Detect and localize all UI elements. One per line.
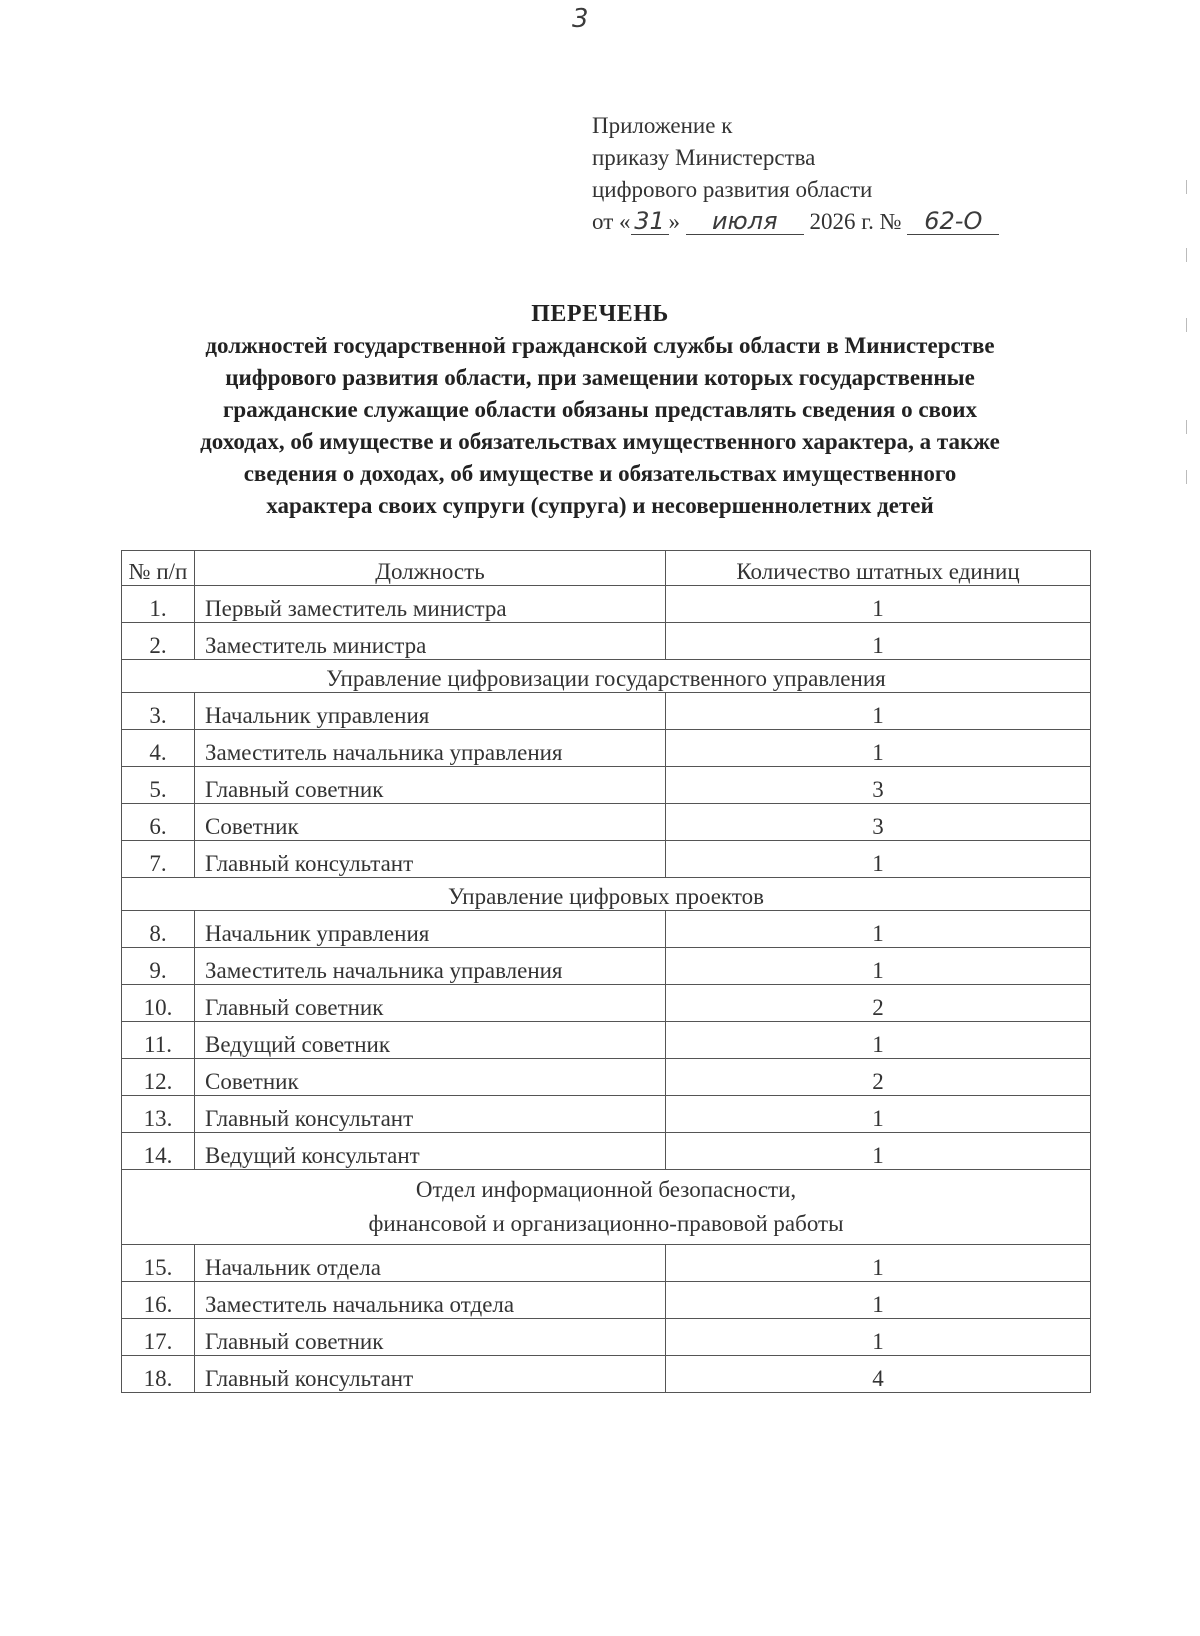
row-quantity: 1	[666, 586, 1091, 623]
row-num: 8.	[122, 911, 195, 948]
row-quantity: 3	[666, 767, 1091, 804]
row-position: Заместитель начальника отдела	[195, 1282, 666, 1319]
table-row	[122, 693, 1091, 730]
date-day: 31	[634, 207, 665, 235]
row-quantity: 4	[666, 1356, 1091, 1393]
row-position: Главный консультант	[195, 1096, 666, 1133]
date-prefix: от «	[592, 209, 631, 234]
title-line: доходах, об имуществе и обязательствах имущественного характера, а также	[200, 429, 1000, 454]
table-row	[122, 804, 1091, 841]
date-month: июля	[711, 207, 778, 235]
scan-margin-mark	[1186, 470, 1187, 484]
section-title-block	[122, 1170, 1091, 1245]
row-quantity: 1	[666, 693, 1091, 730]
row-position: Первый заместитель министра	[195, 586, 666, 623]
order-number: 62-О	[924, 207, 983, 235]
table-row	[122, 1022, 1091, 1059]
row-quantity: 1	[666, 1282, 1091, 1319]
section-row	[122, 878, 1091, 911]
row-quantity: 1	[666, 948, 1091, 985]
table-row	[122, 1059, 1091, 1096]
appendix-date-line	[592, 206, 999, 238]
row-position: Начальник управления	[195, 911, 666, 948]
row-num: 2.	[122, 623, 195, 660]
row-num: 5.	[122, 767, 195, 804]
row-num: 6.	[122, 804, 195, 841]
row-num: 14.	[122, 1133, 195, 1170]
date-month-field	[686, 208, 804, 235]
row-quantity: 1	[666, 730, 1091, 767]
section-title: Управление цифровых проектов	[122, 878, 1091, 911]
table-row	[122, 1245, 1091, 1282]
row-num: 9.	[122, 948, 195, 985]
row-num: 10.	[122, 985, 195, 1022]
row-quantity: 3	[666, 804, 1091, 841]
row-num: 18.	[122, 1356, 195, 1393]
title-heading: ПЕРЕЧЕНЬ	[531, 301, 669, 327]
table-row	[122, 985, 1091, 1022]
table-row	[122, 948, 1091, 985]
row-num: 4.	[122, 730, 195, 767]
table-row	[122, 911, 1091, 948]
date-day-field	[631, 208, 669, 235]
date-separator: »	[668, 209, 680, 234]
row-position: Ведущий консультант	[195, 1133, 666, 1170]
table-row	[122, 1096, 1091, 1133]
row-position: Главный советник	[195, 767, 666, 804]
table-row	[122, 1356, 1091, 1393]
order-number-field	[907, 208, 999, 235]
title-line: сведения о доходах, об имуществе и обязательствах имущественного	[243, 461, 957, 486]
table-row	[122, 767, 1091, 804]
row-position: Главный советник	[195, 1319, 666, 1356]
row-num: 7.	[122, 841, 195, 878]
table-row	[122, 1282, 1091, 1319]
row-position: Заместитель начальника управления	[195, 948, 666, 985]
section-row	[122, 1170, 1091, 1245]
row-quantity: 2	[666, 985, 1091, 1022]
row-quantity: 1	[666, 1245, 1091, 1282]
row-num: 3.	[122, 693, 195, 730]
row-position: Советник	[195, 1059, 666, 1096]
header-num: № п/п	[122, 551, 195, 586]
row-position: Главный консультант	[195, 841, 666, 878]
section-title: Отдел информационной безопасности,	[415, 1177, 797, 1202]
row-num: 15.	[122, 1245, 195, 1282]
table-row	[122, 730, 1091, 767]
table-row	[122, 1319, 1091, 1356]
section-title: Управление цифровизации государственного управления	[122, 660, 1091, 693]
table-row	[122, 841, 1091, 878]
row-quantity: 1	[666, 1096, 1091, 1133]
date-year: 2026 г. №	[809, 209, 902, 234]
appendix-line-2: приказу Министерства	[592, 145, 816, 170]
row-num: 1.	[122, 586, 195, 623]
scan-margin-mark	[1186, 248, 1187, 262]
table-row	[122, 623, 1091, 660]
row-position: Заместитель начальника управления	[195, 730, 666, 767]
row-num: 13.	[122, 1096, 195, 1133]
row-position: Начальник управления	[195, 693, 666, 730]
header-position: Должность	[195, 551, 666, 586]
row-num: 12.	[122, 1059, 195, 1096]
appendix-line-1: Приложение к	[592, 113, 733, 138]
row-num: 17.	[122, 1319, 195, 1356]
table-row	[122, 586, 1091, 623]
row-position: Ведущий советник	[195, 1022, 666, 1059]
title-line: должностей государственной гражданской службы области в Министерстве	[205, 333, 995, 358]
scan-margin-mark	[1186, 318, 1187, 332]
appendix-block	[592, 110, 999, 238]
appendix-line-3: цифрового развития области	[592, 177, 873, 202]
row-position: Заместитель министра	[195, 623, 666, 660]
title-line: цифрового развития области, при замещении которых государственные	[225, 365, 975, 390]
row-quantity: 1	[666, 623, 1091, 660]
row-quantity: 1	[666, 1133, 1091, 1170]
table-header-row	[122, 551, 1091, 586]
positions-table	[121, 550, 1091, 1393]
row-num: 11.	[122, 1022, 195, 1059]
row-quantity: 1	[666, 911, 1091, 948]
scan-margin-mark	[1186, 180, 1187, 194]
header-quantity: Количество штатных единиц	[666, 551, 1091, 586]
scan-margin-mark	[1186, 420, 1187, 434]
row-quantity: 1	[666, 1319, 1091, 1356]
row-quantity: 2	[666, 1059, 1091, 1096]
row-position: Главный консультант	[195, 1356, 666, 1393]
row-position: Начальник отдела	[195, 1245, 666, 1282]
table-row	[122, 1133, 1091, 1170]
row-quantity: 1	[666, 841, 1091, 878]
section-row	[122, 660, 1091, 693]
document-title	[120, 298, 1080, 522]
page-number: 3	[572, 4, 589, 34]
title-line: гражданские служащие области обязаны представлять сведения о своих	[222, 397, 978, 422]
section-title-line-2: финансовой и организационно-правовой работы	[368, 1211, 844, 1236]
row-num: 16.	[122, 1282, 195, 1319]
row-position: Главный советник	[195, 985, 666, 1022]
title-line: характера своих супруги (супруга) и несовершеннолетних детей	[266, 493, 934, 518]
row-quantity: 1	[666, 1022, 1091, 1059]
row-position: Советник	[195, 804, 666, 841]
